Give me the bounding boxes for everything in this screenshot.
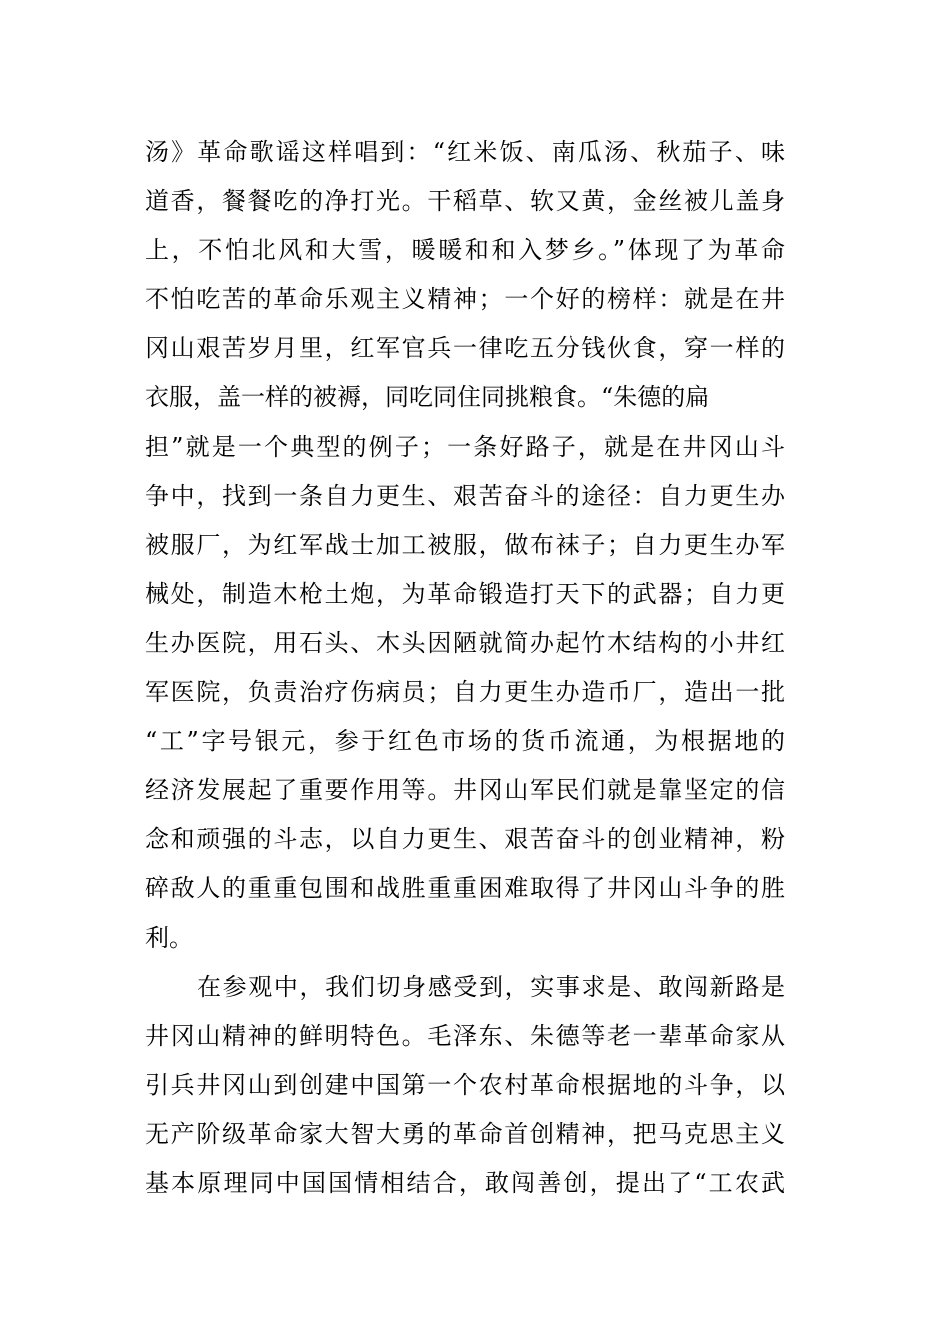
text-line: 道香，餐餐吃的净打光。干稻草、软又黄，金丝被儿盖身 [145, 187, 785, 216]
text-line: 引兵井冈山到创建中国第一个农村革命根据地的斗争，以 [145, 1071, 785, 1100]
paragraph-2 [145, 963, 785, 1208]
text-line: 冈山艰苦岁月里，红军官兵一律吃五分钱伙食，穿一样的 [145, 334, 785, 363]
text-line: 上，不怕北风和大雪，暖暖和和入梦乡。”体现了为革命 [145, 236, 785, 265]
text-line: 经济发展起了重要作用等。井冈山军民们就是靠坚定的信 [145, 776, 785, 805]
text-line: 军医院，负责治疗伤病员；自力更生办造币厂，造出一批 [145, 678, 785, 707]
text-line: 利。 [145, 923, 193, 952]
text-line: 念和顽强的斗志，以自力更生、艰苦奋斗的创业精神，粉 [145, 825, 785, 854]
text-line: 衣服，盖一样的被褥，同吃同住同挑粮食。“朱德的扁 [145, 383, 710, 412]
text-line: “工”字号银元，参于红色市场的货币流通，为根据地的 [145, 727, 785, 756]
text-line: 在参观中，我们切身感受到，实事求是、敢闯新路是 [197, 973, 785, 1001]
text-line: 不怕吃苦的革命乐观主义精神；一个好的榜样：就是在井 [145, 285, 785, 314]
text-line: 碎敌人的重重包围和战胜重重困难取得了井冈山斗争的胜 [145, 874, 785, 903]
text-line: 基本原理同中国国情相结合，敢闯善创，提出了“工农武 [145, 1169, 785, 1198]
text-line: 汤》革命歌谣这样唱到：“红米饭、南瓜汤、秋茄子、味 [145, 138, 785, 166]
text-line: 无产阶级革命家大智大勇的革命首创精神，把马克思主义 [145, 1120, 785, 1149]
text-line: 被服厂，为红军战士加工被服，做布袜子；自力更生办军 [145, 530, 785, 559]
text-line: 械处，制造木枪土炮，为革命锻造打天下的武器；自力更 [145, 579, 785, 608]
paragraph-1 [145, 128, 785, 963]
text-line: 生办医院，用石头、木头因陋就简办起竹木结构的小井红 [145, 628, 785, 657]
text-line: 争中，找到一条自力更生、艰苦奋斗的途径：自力更生办 [145, 481, 785, 510]
text-line: 担”就是一个典型的例子；一条好路子，就是在井冈山斗 [145, 432, 785, 461]
text-line: 井冈山精神的鲜明特色。毛泽东、朱德等老一辈革命家从 [145, 1022, 785, 1051]
